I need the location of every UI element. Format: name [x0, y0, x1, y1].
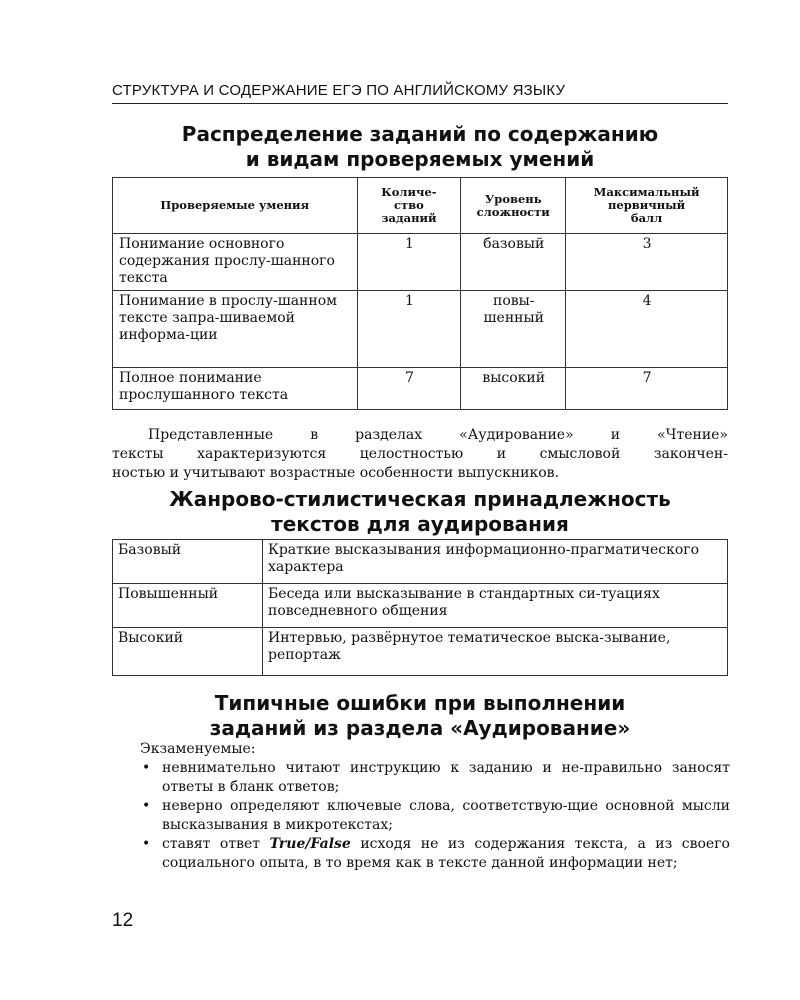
section1-title — [112, 122, 728, 172]
section2-title-line2: текстов для аудирования — [271, 512, 569, 536]
cell-skill: Полное понимание прослушанного текста — [113, 368, 358, 410]
bullet-icon: • — [142, 798, 151, 814]
section2-title-line1: Жанрово-стилистическая принадлежность — [169, 487, 671, 511]
header-level: Уровень сложности — [461, 178, 566, 234]
section1-title-line1: Распределение заданий по содержанию — [181, 122, 659, 146]
cell-score: 4 — [566, 291, 728, 368]
cell-count: 1 — [357, 291, 461, 368]
list-item-text-before: ставят ответ — [162, 836, 270, 852]
cell-level: повы-шенный — [461, 291, 566, 368]
header-count: Количе- ство заданий — [357, 178, 461, 234]
table-row — [113, 584, 728, 628]
list-item-text: невнимательно читают инструкцию к заданию и не-правильно заносят ответы в бланк ответов; — [162, 760, 730, 795]
bullet-icon: • — [142, 836, 151, 852]
paragraph-line: Представленные в разделах «Аудирование» и «Чтение» — [148, 427, 728, 443]
section3-title-line1: Типичные ошибки при выполнении — [214, 691, 626, 715]
list-item — [140, 759, 730, 797]
table-row — [113, 540, 728, 584]
table-row — [113, 234, 728, 291]
list-item — [140, 835, 730, 873]
cell-score: 3 — [566, 234, 728, 291]
table-header-row — [113, 178, 728, 234]
bullet-icon: • — [142, 760, 151, 776]
list-item — [140, 797, 730, 835]
cell-count: 7 — [357, 368, 461, 410]
skills-distribution-table — [112, 177, 728, 410]
table-row — [113, 291, 728, 368]
typical-errors-list — [140, 740, 730, 873]
cell-skill: Понимание основного содержания прослу-шанного текста — [113, 234, 358, 291]
cell-level: высокий — [461, 368, 566, 410]
header-rule — [112, 103, 728, 104]
list-intro: Экзаменуемые: — [140, 741, 256, 757]
cell-level: базовый — [461, 234, 566, 291]
section3-title-line2: заданий из раздела «Аудирование» — [209, 716, 631, 740]
header-max-score: Максимальный первичный балл — [566, 178, 728, 234]
cell-description: Интервью, развёрнутое тематическое выска-зывание, репортаж — [263, 628, 728, 676]
table-row — [113, 368, 728, 410]
cell-score: 7 — [566, 368, 728, 410]
table-row — [113, 628, 728, 676]
list-item-text-after: исходя не из содержания текста, а из своего социального опыта, в то время как в тексте данной информации нет; — [162, 836, 730, 871]
list-item-text: неверно определяют ключевые слова, соответствую-щие основной мысли высказывания в микротекстах; — [162, 798, 730, 833]
section3-title — [112, 691, 728, 741]
page-number: 12 — [112, 910, 134, 931]
cell-level: Повышенный — [113, 584, 263, 628]
list-item-emphasis: True/False — [269, 836, 351, 852]
cell-level: Высокий — [113, 628, 263, 676]
paragraph-line: тексты характеризуются целостностью и смысловой закончен- — [112, 446, 728, 462]
paragraph-line: ностью и учитывают возрастные особенности выпускников. — [112, 465, 559, 481]
cell-description: Беседа или высказывание в стандартных си-туациях повседневного общения — [263, 584, 728, 628]
section1-title-line2: и видам проверяемых умений — [245, 147, 595, 171]
text-genres-table — [112, 539, 728, 676]
cell-level: Базовый — [113, 540, 263, 584]
running-header: СТРУКТУРА И СОДЕРЖАНИЕ ЕГЭ ПО АНГЛИЙСКОМУ ЯЗЫКУ — [112, 82, 566, 99]
section2-title — [112, 487, 728, 537]
cell-description: Краткие высказывания информационно-прагматического характера — [263, 540, 728, 584]
cell-count: 1 — [357, 234, 461, 291]
header-skills: Проверяемые умения — [113, 178, 358, 234]
cell-skill: Понимание в прослу-шанном тексте запра-шиваемой информа-ции — [113, 291, 358, 368]
body-paragraph — [112, 426, 728, 483]
